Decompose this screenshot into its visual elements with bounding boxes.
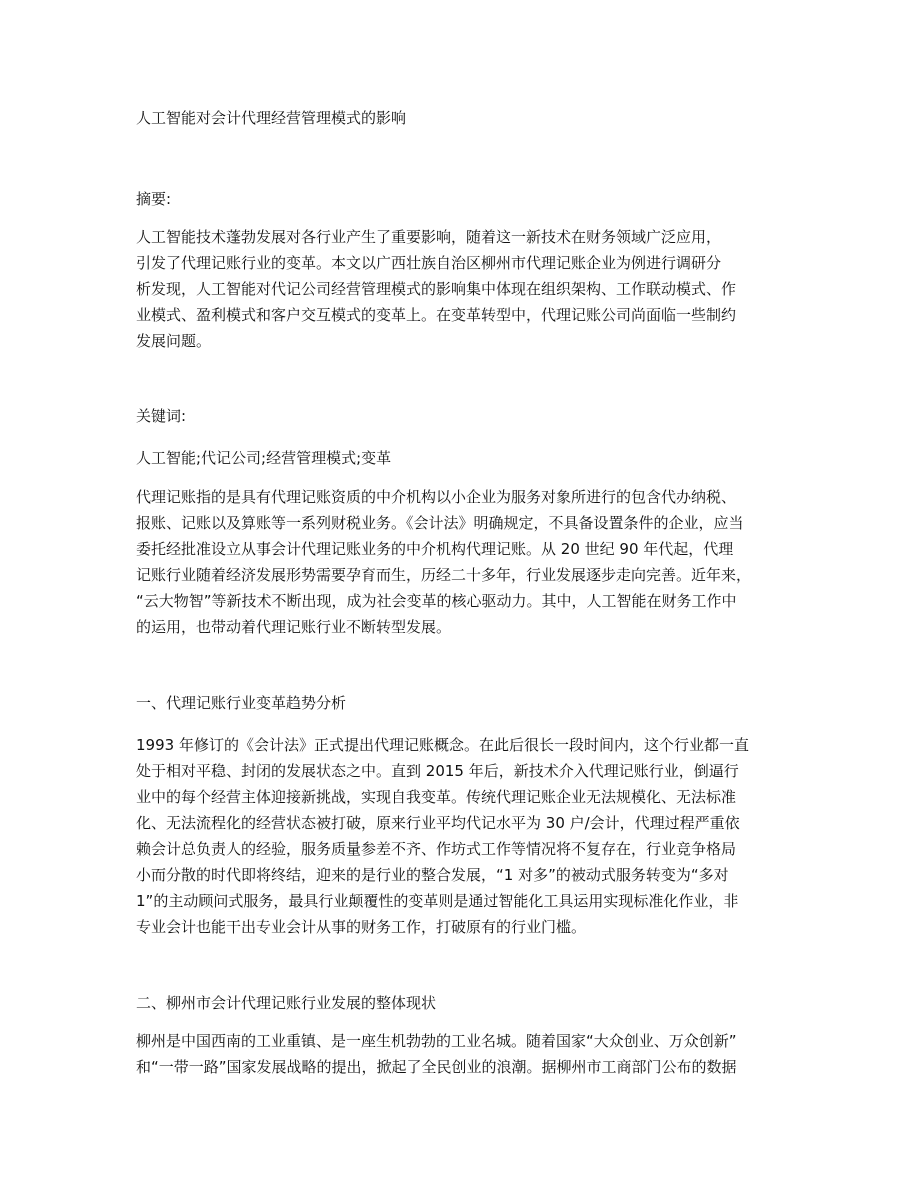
section1-line: 业中的每个经营主体迎接新挑战，实现自我变革。传统代理记账企业无法规模化、无法标准 (136, 788, 737, 806)
section1-paragraph (136, 732, 786, 940)
abstract-line: 业模式、盈利模式和客户交互模式的变革上。在变革转型中，代理记账公司尚面临一些制约 (136, 306, 737, 324)
section1-line: 1993 年修订的《会计法》正式提出代理记账概念。在此后很长一段时间内，这个行业都一直 (136, 736, 749, 754)
section1-line: 小而分散的时代即将终结，迎来的是行业的整合发展，“1 对多”的被动式服务转变为“多对 (136, 866, 729, 884)
section2-paragraph (136, 1028, 786, 1080)
keywords-heading: 关键词: (136, 407, 187, 425)
intro-line: “云大物智”等新技术不断出现，成为社会变革的核心驱动力。其中，人工智能在财务工作中 (136, 592, 737, 610)
abstract-line: 发展问题。 (136, 332, 212, 350)
section1-line: 1”的主动顾问式服务，最具行业颠覆性的变革则是通过智能化工具运用实现标准化作业，非 (136, 892, 739, 910)
section1-line: 处于相对平稳、封闭的发展状态之中。直到 2015 年后，新技术介入代理记账行业，倒逼行 (136, 762, 739, 780)
section1-line: 专业会计也能干出专业会计从事的财务工作，打破原有的行业门槛。 (136, 918, 587, 936)
abstract-paragraph (136, 224, 786, 354)
section1-line: 化、无法流程化的经营状态被打破，原来行业平均代记水平为 30 户/会计，代理过程严重依 (136, 814, 740, 832)
section2-line: 和“一带一路”国家发展战略的提出，掀起了全民创业的浪潮。据柳州市工商部门公布的数据 (136, 1058, 737, 1076)
section2-line: 柳州是中国西南的工业重镇、是一座生机勃勃的工业名城。随着国家“大众创业、万众创新” (136, 1032, 737, 1050)
abstract-line: 人工智能技术蓬勃发展对各行业产生了重要影响，随着这一新技术在财务领域广泛应用， (136, 228, 722, 246)
abstract-line: 引发了代理记账行业的变革。本文以广西壮族自治区柳州市代理记账企业为例进行调研分 (136, 254, 722, 272)
section2-heading: 二、柳州市会计代理记账行业发展的整体现状 (136, 994, 437, 1012)
intro-line: 报账、记账以及算账等一系列财税业务。《会计法》明确规定，不具备设置条件的企业，应当 (136, 514, 744, 532)
intro-line: 记账行业随着经济发展形势需要孕育而生，历经二十多年，行业发展逐步走向完善。近年来， (136, 566, 752, 584)
keywords-text: 人工智能;代记公司;经营管理模式;变革 (136, 449, 392, 467)
intro-line: 的运用，也带动着代理记账行业不断转型发展。 (136, 618, 452, 636)
section1-line: 赖会计总负责人的经验，服务质量参差不齐、作坊式工作等情况将不复存在，行业竞争格局 (136, 840, 737, 858)
intro-paragraph (136, 484, 786, 640)
intro-line: 委托经批准设立从事会计代理记账业务的中介机构代理记账。从 20 世纪 90 年代起，代理 (136, 540, 734, 558)
section1-heading: 一、代理记账行业变革趋势分析 (136, 694, 347, 712)
intro-line: 代理记账指的是具有代理记账资质的中介机构以小企业为服务对象所进行的包含代办纳税、 (136, 488, 737, 506)
document-title: 人工智能对会计代理经营管理模式的影响 (136, 109, 407, 127)
abstract-heading: 摘要: (136, 190, 172, 208)
abstract-line: 析发现，人工智能对代记公司经营管理模式的影响集中体现在组织架构、工作联动模式、作 (136, 280, 737, 298)
